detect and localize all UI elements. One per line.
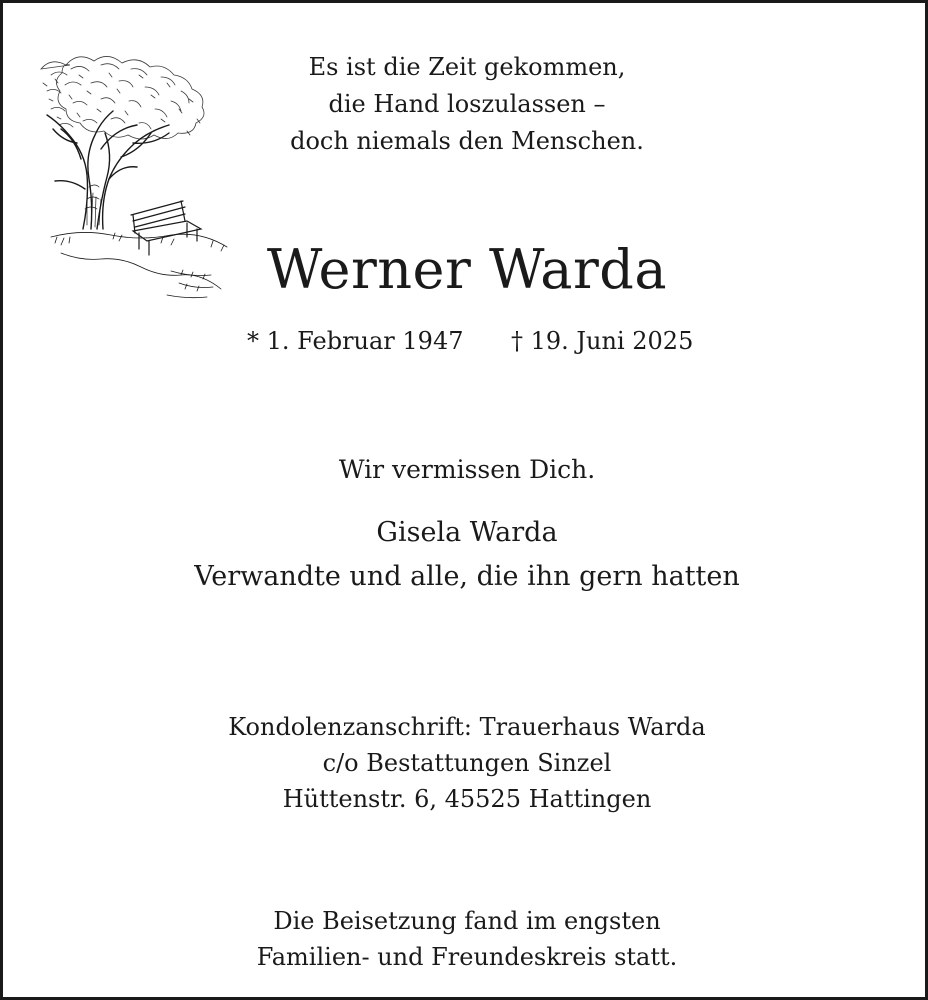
message-line: Wir vermissen Dich. [338,455,596,484]
verse-line-2: die Hand loszulassen – [328,90,606,118]
closing-line-1: Die Beisetzung fand im engsten [273,907,661,935]
address-line-1: Kondolenzanschrift: Trauerhaus Warda [228,713,706,741]
birth-date: * 1. Februar 1947 [247,327,464,355]
verse-line-1: Es ist die Zeit gekommen, [308,53,626,81]
death-date: † 19. Juni 2025 [511,327,694,355]
deceased-name: Werner Warda [266,238,668,301]
family-line-2: Verwandte und alle, die ihn gern hatten [194,561,740,592]
address-line-2: c/o Bestattungen Sinzel [322,749,612,777]
closing-line-2: Familien- und Freundeskreis statt. [256,943,678,971]
verse-line-3: doch niemals den Menschen. [290,127,644,155]
family-line-1: Gisela Warda [376,517,558,548]
address-line-3: Hüttenstr. 6, 45525 Hattingen [282,785,652,813]
